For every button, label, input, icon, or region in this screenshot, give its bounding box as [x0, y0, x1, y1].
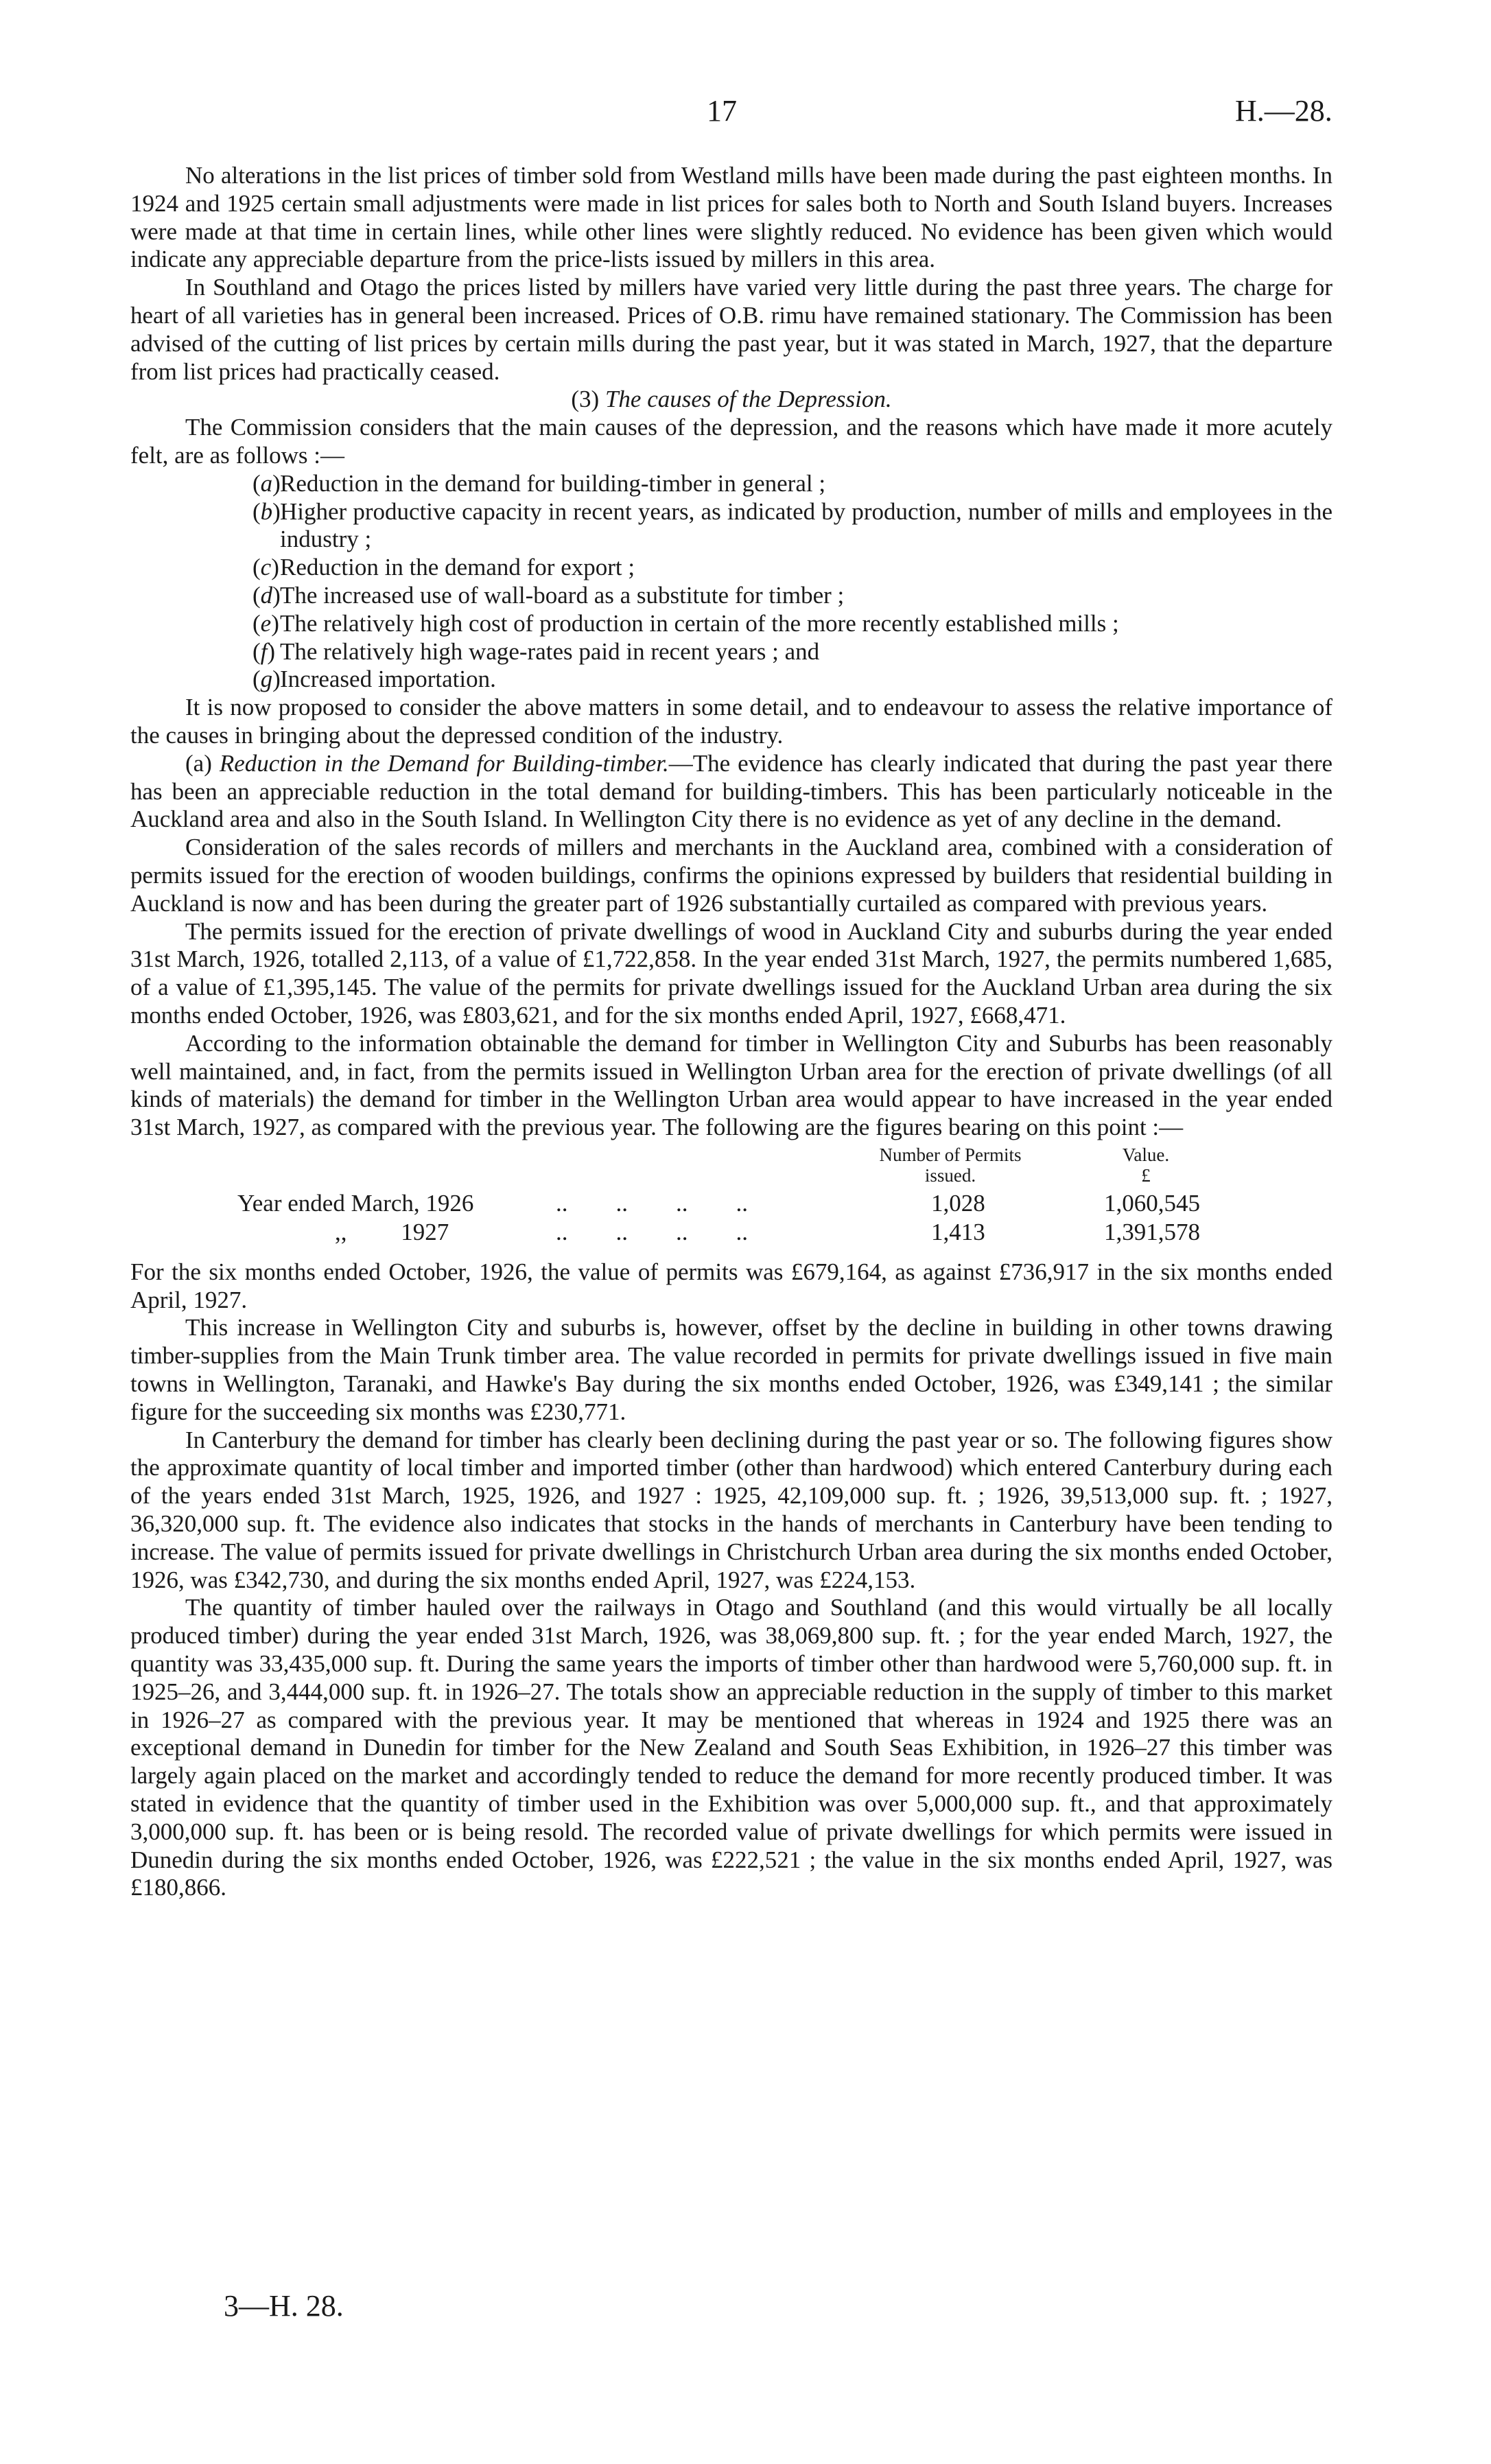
list-item: (e)The relatively high cost of production in certain of the more recently established mills ; — [253, 609, 1119, 637]
list-item-label: g — [260, 666, 273, 693]
list-item: (g)Increased importation. — [253, 666, 496, 693]
list-item: (c)Reduction in the demand for export ; — [253, 554, 635, 581]
subheading-number: (3) — [571, 386, 600, 413]
list-item-label: e — [260, 609, 272, 637]
paragraph-proposal: It is now proposed to consider the above matters in some detail, and to endeavour to assess the relative importance of the causes in bringing about the depressed condition of the industry. — [130, 694, 1332, 749]
list-item-text: The relatively high wage-rates paid in recent years ; and — [280, 637, 820, 665]
list-item-label: c — [260, 554, 272, 581]
list-item: (a)Reduction in the demand for building-timber in general ; — [253, 469, 826, 497]
section-subheading — [130, 386, 1332, 414]
footer-signature: 3—H. 28. — [224, 2289, 344, 2323]
list-item-text: Reduction in the demand for building-timber in general ; — [280, 469, 826, 497]
list-item-label: a — [260, 469, 273, 497]
list-item-text: The relatively high cost of production in certain of the more recently established mills ; — [280, 609, 1119, 637]
list-item-text: Higher productive capacity in recent years, as indicated by production, number of mills and employees in the industry ; — [280, 497, 1332, 553]
paragraph-canterbury-demand: In Canterbury the demand for timber has clearly been declining during the past year or so. The following figures show the approximate quantity of local timber and imported timber (other than hardwood) which entered Canterbury during each of the years ended 31st March, 1925, 1926, and 1927 : 1925, 42,109,000 sup. ft. ; 1926, 39,513,000 sup. ft. ; 1927, 36,320,000 sup. ft. The evidence also indicates that stocks in the hands of merchants in Canterbury have been tending to increase. The value of permits issued for private dwellings in Christchurch Urban area during the six months ended October, 1926, was £342,730, and during the six months ended April, 1927, was £224,153. — [130, 1426, 1332, 1593]
list-item-text: The increased use of wall-board as a substitute for timber ; — [280, 581, 845, 609]
paragraph-caption: Reduction in the Demand for Building-timber. — [219, 749, 669, 777]
list-item: (d)The increased use of wall-board as a substitute for timber ; — [253, 581, 845, 609]
list-item: (f) The relatively high wage-rates paid in recent years ; and — [253, 637, 820, 665]
paragraph-otago-southland-railways: The quantity of timber hauled over the railways in Otago and Southland (and this would virtually be all locally produced timber) during the year ended 31st March, 1926, was 38,069,800 sup. ft. ; for the year ended March, 1927, the quantity was 33,435,000 sup. ft. During the same years the imports of timber other than hardwood were 5,760,000 sup. ft. in 1925–26, and 3,444,000 sup. ft. in 1926–27. The totals show an appreciable reduction in the supply of timber to this market in 1926–27 as compared with the previous year. It may be mentioned that whereas in 1924 and 1925 there was an exceptional demand in Dunedin for timber for the New Zealand and South Seas Exhibition, in 1926–27 this timber was largely again placed on the market and accordingly tended to reduce the demand for more recently produced timber. It was stated in evidence that the quantity of timber used in the Exhibition was over 5,000,000 sup. ft., and that approximately 3,000,000 sup. ft. has been or is being resold. The recorded value of private dwellings for which permits were issued in Dunedin during the six months ended October, 1926, was £222,521 ; the value in the six months ended April, 1927, was £180,866. — [130, 1594, 1332, 1901]
causes-list — [130, 470, 1332, 694]
paragraph-label: (a) — [185, 749, 212, 777]
body-text — [130, 162, 1332, 1902]
list-item-label: d — [260, 581, 273, 609]
value-cell: 1,060,545 — [1104, 1189, 1200, 1217]
permits-cell: 1,413 — [931, 1218, 985, 1245]
paragraph-wellington-demand: According to the information obtainable the demand for timber in Wellington City and Suburbs has been reasonably well maintained, and, in fact, from the permits issued in Wellington Urban area for the erection of private dwellings (of all kinds of materials) the demand for timber in the Wellington Urban area would appear to have increased in the year ended 31st March, 1927, as compared with the previous year. The following are the figures bearing on this point :— — [130, 1029, 1332, 1141]
paragraph-building-timber-demand — [130, 750, 1332, 834]
permits-table — [130, 1142, 1332, 1258]
row-label: Year ended March, 1926 — [237, 1189, 474, 1217]
list-item-label: b — [260, 497, 273, 525]
table-row — [130, 1219, 1332, 1246]
column-header-permits: Number of Permits issued. — [879, 1144, 1022, 1186]
row-label: ,, 1927 — [335, 1218, 449, 1245]
permits-cell: 1,028 — [931, 1189, 985, 1217]
page-number: 17 — [707, 94, 737, 128]
report-code: H.—28. — [1235, 94, 1332, 128]
leader-dots: .. .. .. .. — [556, 1189, 748, 1217]
list-item-text: Reduction in the demand for export ; — [280, 554, 635, 581]
paragraph-southland-otago-prices: In Southland and Otago the prices listed by millers have varied very little during the past three years. The charge for heart of all varieties has in general been increased. Prices of O.B. rimu have remained stationary. The Commission has been advised of the cutting of list prices by certain mills during the past year, but it was stated in March, 1927, that the departure from list prices had practically ceased. — [130, 274, 1332, 385]
paragraph-main-trunk-decline: This increase in Wellington City and suburbs is, however, offset by the decline in building in other towns drawing timber-supplies from the Main Trunk timber area. The value recorded in permits for private dwellings issued in five main towns in Wellington, Taranaki, and Hawke's Bay during the six months ended October, 1926, was £349,141 ; the similar figure for the succeeding six months was £230,771. — [130, 1314, 1332, 1425]
paragraph-auckland-sales: Consideration of the sales records of millers and merchants in the Auckland area, combined with a consideration of permits issued for the erection of wooden buildings, confirms the opinions expressed by builders that residential building in Auckland is now and has been during the greater part of 1926 substantially curtailed as compared with previous years. — [130, 834, 1332, 917]
table-row — [130, 1190, 1332, 1217]
paragraph-wellington-six-months: For the six months ended October, 1926, the value of permits was £679,164, as against £736,917 in the six months ended April, 1927. — [130, 1258, 1332, 1313]
list-item: (b)Higher productive capacity in recent years, as indicated by production, number of mills and employees in the industry ; — [253, 497, 1332, 553]
paragraph-auckland-permits: The permits issued for the erection of private dwellings of wood in Auckland City and suburbs during the year ended 31st March, 1926, totalled 2,113, of a value of £1,722,858. In the year ended 31st March, 1927, the permits numbered 1,685, of a value of £1,395,145. The value of the permits for private dwellings issued for the Auckland Urban area during the six months ended October, 1926, was £803,621, and for the six months ended April, 1927, £668,471. — [130, 917, 1332, 1029]
subheading-title: The causes of the Depression. — [604, 386, 892, 413]
paragraph-text: —The evidence has clearly indicated that during the past year there has been an appreciable reduction in the total demand for building-timbers. This has been particularly noticeable in the Auckland area and also in the South Island. In Wellington City there is no evidence as yet of any decline in the demand. — [130, 749, 1333, 833]
leader-dots: .. .. .. .. — [556, 1218, 748, 1245]
list-item-label: f — [260, 637, 268, 665]
column-header-value: Value. £ — [1122, 1144, 1170, 1186]
paragraph-causes-intro: The Commission considers that the main causes of the depression, and the reasons which have made it more acutely felt, are as follows :— — [130, 414, 1332, 469]
paragraph-westland-prices: No alterations in the list prices of timber sold from Westland mills have been made during the past eighteen months. In 1924 and 1925 certain small adjustments were made in list prices for sales both to North and South Island buyers. Increases were made at that time in certain lines, while other lines were slightly reduced. No evidence has been given which would indicate any appreciable departure from the price-lists issued by millers in this area. — [130, 162, 1332, 273]
list-item-text: Increased importation. — [280, 666, 496, 693]
value-cell: 1,391,578 — [1104, 1218, 1200, 1245]
